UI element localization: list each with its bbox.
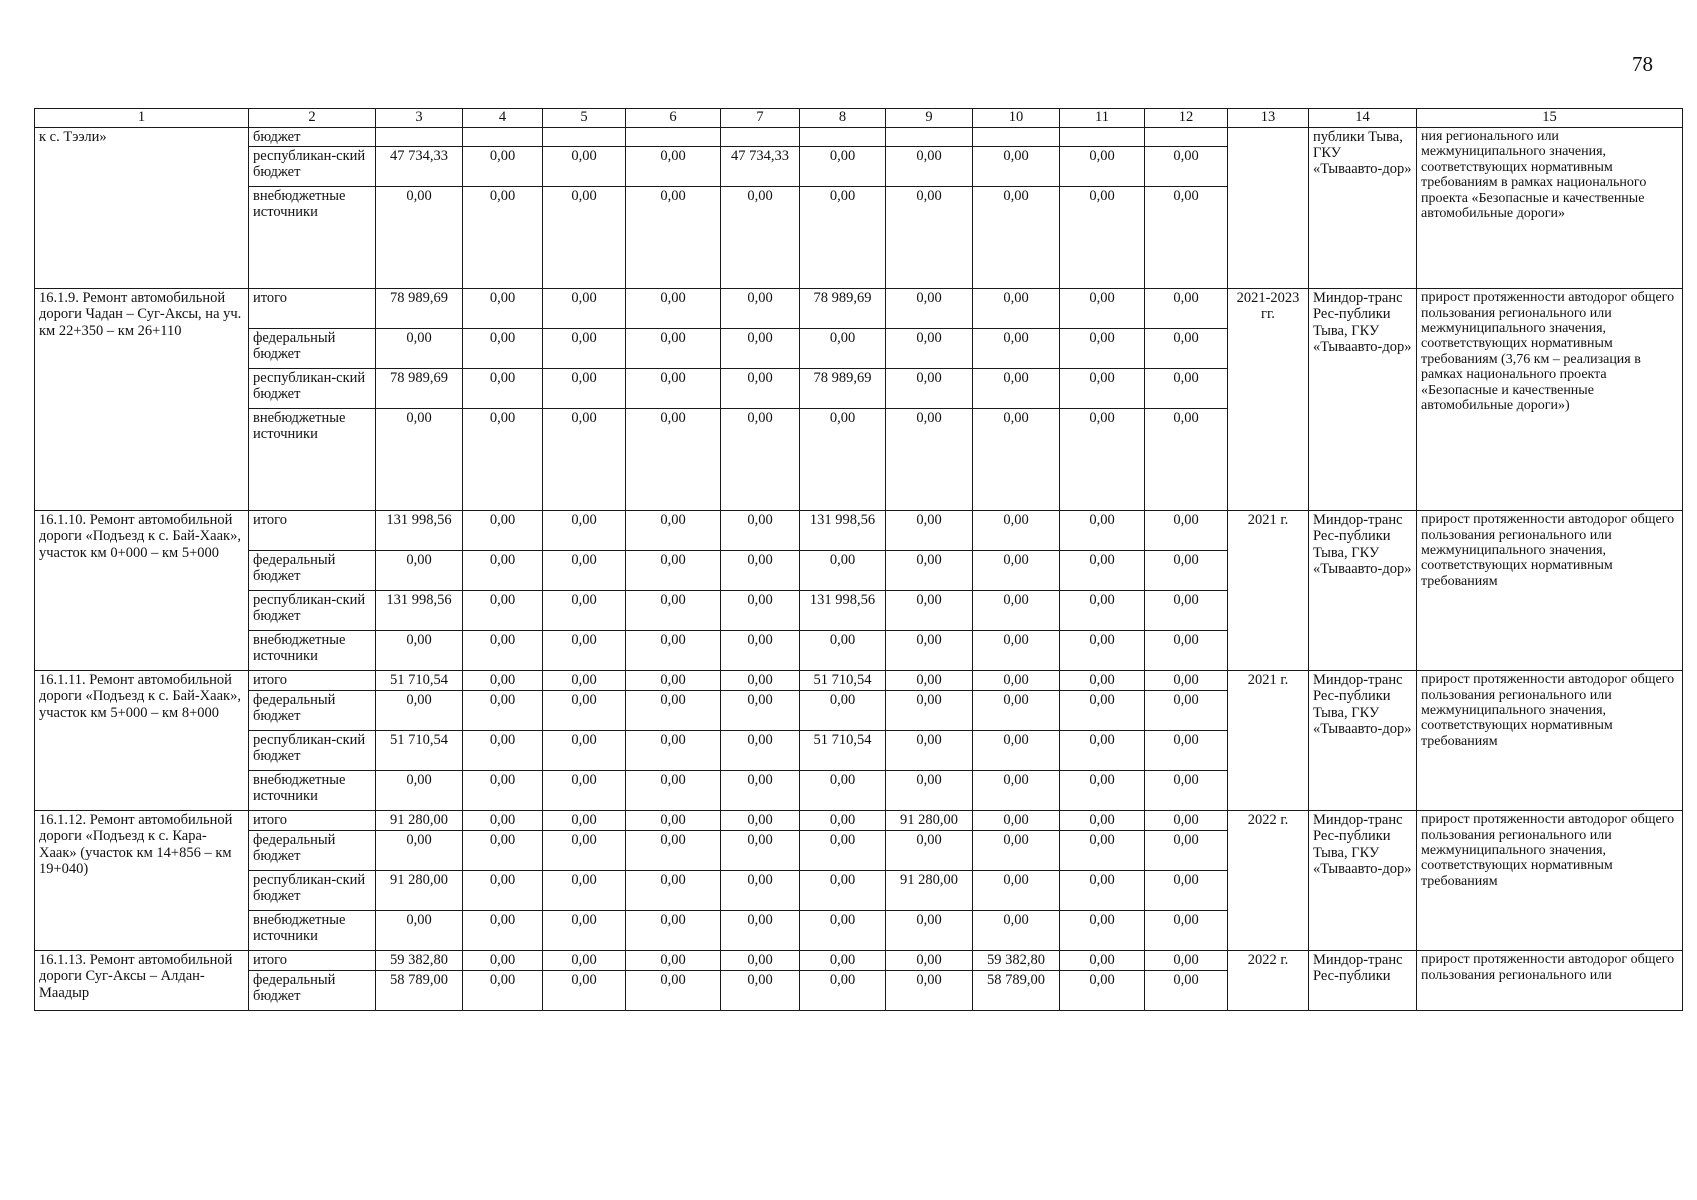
amount-cell: 0,00 xyxy=(1145,511,1228,551)
amount-cell: 0,00 xyxy=(543,369,626,409)
amount-cell: 0,00 xyxy=(543,871,626,911)
column-number: 7 xyxy=(721,109,800,128)
amount-cell: 0,00 xyxy=(376,551,463,591)
amount-cell: 0,00 xyxy=(463,329,543,369)
amount-cell: 0,00 xyxy=(1145,731,1228,771)
amount-cell: 91 280,00 xyxy=(886,811,973,831)
amount-cell: 0,00 xyxy=(721,409,800,511)
amount-cell: 0,00 xyxy=(463,187,543,289)
amount-cell: 0,00 xyxy=(800,147,886,187)
amount-cell: 0,00 xyxy=(800,951,886,971)
amount-cell: 0,00 xyxy=(721,329,800,369)
amount-cell: 0,00 xyxy=(721,871,800,911)
amount-cell: 0,00 xyxy=(800,691,886,731)
amount-cell: 0,00 xyxy=(1060,871,1145,911)
column-number: 12 xyxy=(1145,109,1228,128)
column-number: 2 xyxy=(249,109,376,128)
amount-cell: 131 998,56 xyxy=(800,511,886,551)
amount-cell: 0,00 xyxy=(1145,147,1228,187)
amount-cell: 0,00 xyxy=(626,811,721,831)
amount-cell: 0,00 xyxy=(1060,731,1145,771)
amount-cell xyxy=(1060,128,1145,147)
amount-cell: 0,00 xyxy=(721,911,800,951)
amount-cell: 0,00 xyxy=(543,731,626,771)
amount-cell: 78 989,69 xyxy=(376,289,463,329)
column-number: 11 xyxy=(1060,109,1145,128)
amount-cell: 0,00 xyxy=(626,551,721,591)
amount-cell: 0,00 xyxy=(543,551,626,591)
amount-cell: 51 710,54 xyxy=(800,731,886,771)
amount-cell: 0,00 xyxy=(1145,369,1228,409)
amount-cell: 0,00 xyxy=(973,771,1060,811)
amount-cell: 0,00 xyxy=(1060,591,1145,631)
amount-cell: 0,00 xyxy=(800,911,886,951)
amount-cell: 0,00 xyxy=(1060,147,1145,187)
amount-cell: 0,00 xyxy=(626,289,721,329)
amount-cell: 0,00 xyxy=(463,911,543,951)
amount-cell: 0,00 xyxy=(1060,911,1145,951)
funding-source: федеральный бюджет xyxy=(249,551,376,591)
funding-source: республикан-ский бюджет xyxy=(249,731,376,771)
funding-source: федеральный бюджет xyxy=(249,971,376,1011)
amount-cell: 0,00 xyxy=(886,147,973,187)
amount-cell: 0,00 xyxy=(543,771,626,811)
amount-cell: 0,00 xyxy=(721,951,800,971)
funding-source: итого xyxy=(249,671,376,691)
amount-cell: 58 789,00 xyxy=(973,971,1060,1011)
funding-source: внебюджетные источники xyxy=(249,911,376,951)
amount-cell xyxy=(973,128,1060,147)
amount-cell: 0,00 xyxy=(463,811,543,831)
amount-cell: 0,00 xyxy=(721,831,800,871)
amount-cell: 0,00 xyxy=(463,289,543,329)
column-number: 1 xyxy=(35,109,249,128)
amount-cell: 78 989,69 xyxy=(800,369,886,409)
amount-cell: 0,00 xyxy=(543,691,626,731)
amount-cell: 0,00 xyxy=(543,631,626,671)
amount-cell: 91 280,00 xyxy=(886,871,973,911)
executor: Миндор-транс Рес-публики Тыва, ГКУ «Тываавто-дор» xyxy=(1309,671,1417,811)
table-row xyxy=(35,671,1683,691)
amount-cell: 0,00 xyxy=(886,911,973,951)
funding-source: бюджет xyxy=(249,128,376,147)
implementation-period: 2021 г. xyxy=(1228,671,1309,811)
amount-cell: 47 734,33 xyxy=(721,147,800,187)
amount-cell: 0,00 xyxy=(626,369,721,409)
amount-cell: 0,00 xyxy=(1145,811,1228,831)
implementation-period xyxy=(1228,128,1309,289)
amount-cell: 0,00 xyxy=(626,771,721,811)
amount-cell: 0,00 xyxy=(1060,631,1145,671)
table-body xyxy=(35,109,1683,1011)
amount-cell: 0,00 xyxy=(721,187,800,289)
amount-cell: 0,00 xyxy=(721,771,800,811)
table-row xyxy=(35,128,1683,147)
amount-cell: 0,00 xyxy=(1060,951,1145,971)
funding-source: внебюджетные источники xyxy=(249,631,376,671)
amount-cell: 0,00 xyxy=(721,811,800,831)
amount-cell: 0,00 xyxy=(886,187,973,289)
amount-cell: 0,00 xyxy=(1145,329,1228,369)
amount-cell: 0,00 xyxy=(886,731,973,771)
amount-cell: 91 280,00 xyxy=(376,811,463,831)
amount-cell: 0,00 xyxy=(800,771,886,811)
amount-cell: 0,00 xyxy=(376,911,463,951)
funding-source: республикан-ский бюджет xyxy=(249,369,376,409)
amount-cell: 0,00 xyxy=(886,511,973,551)
executor: Миндор-транс Рес-публики Тыва, ГКУ «Тываавто-дор» xyxy=(1309,511,1417,671)
amount-cell: 0,00 xyxy=(800,971,886,1011)
measure-name: к с. Тээли» xyxy=(35,128,249,289)
amount-cell: 58 789,00 xyxy=(376,971,463,1011)
amount-cell: 0,00 xyxy=(886,329,973,369)
amount-cell: 0,00 xyxy=(886,289,973,329)
amount-cell: 0,00 xyxy=(543,187,626,289)
budget-table xyxy=(34,108,1683,1011)
column-number: 6 xyxy=(626,109,721,128)
amount-cell: 0,00 xyxy=(1145,671,1228,691)
amount-cell xyxy=(800,128,886,147)
amount-cell: 0,00 xyxy=(463,771,543,811)
amount-cell: 0,00 xyxy=(463,871,543,911)
amount-cell: 0,00 xyxy=(1060,187,1145,289)
funding-source: республикан-ский бюджет xyxy=(249,871,376,911)
amount-cell xyxy=(376,128,463,147)
amount-cell: 0,00 xyxy=(973,871,1060,911)
amount-cell: 0,00 xyxy=(1145,187,1228,289)
amount-cell: 0,00 xyxy=(886,691,973,731)
funding-source: итого xyxy=(249,811,376,831)
expected-result: прирост протяженности автодорог общего пользования регионального или межмуниципального значения, соответствующих нормативным требованиям (3,76 км – реализация в рамках национального проекта «Безопасные и качественные автомобильные дороги») xyxy=(1417,289,1683,511)
amount-cell: 0,00 xyxy=(626,731,721,771)
amount-cell: 0,00 xyxy=(463,147,543,187)
amount-cell: 131 998,56 xyxy=(376,591,463,631)
amount-cell: 0,00 xyxy=(626,591,721,631)
amount-cell xyxy=(626,128,721,147)
amount-cell: 0,00 xyxy=(800,831,886,871)
implementation-period: 2021-2023 гг. xyxy=(1228,289,1309,511)
amount-cell: 0,00 xyxy=(973,911,1060,951)
amount-cell: 0,00 xyxy=(886,409,973,511)
amount-cell: 0,00 xyxy=(463,691,543,731)
amount-cell: 0,00 xyxy=(543,409,626,511)
amount-cell: 0,00 xyxy=(800,187,886,289)
amount-cell xyxy=(543,128,626,147)
amount-cell: 0,00 xyxy=(1060,971,1145,1011)
amount-cell: 0,00 xyxy=(886,551,973,591)
amount-cell xyxy=(463,128,543,147)
funding-source: внебюджетные источники xyxy=(249,409,376,511)
column-number: 5 xyxy=(543,109,626,128)
amount-cell: 0,00 xyxy=(626,831,721,871)
amount-cell: 0,00 xyxy=(463,551,543,591)
measure-name: 16.1.9. Ремонт автомобильной дороги Чадан – Суг-Аксы, на уч. км 22+350 – км 26+110 xyxy=(35,289,249,511)
amount-cell: 0,00 xyxy=(376,771,463,811)
amount-cell: 0,00 xyxy=(800,329,886,369)
amount-cell: 59 382,80 xyxy=(973,951,1060,971)
expected-result: прирост протяженности автодорог общего пользования регионального или межмуниципального значения, соответствующих нормативным требованиям xyxy=(1417,511,1683,671)
executor: Миндор-транс Рес-публики Тыва, ГКУ «Тываавто-дор» xyxy=(1309,811,1417,951)
amount-cell: 0,00 xyxy=(973,511,1060,551)
amount-cell: 0,00 xyxy=(973,187,1060,289)
table-row xyxy=(35,951,1683,971)
amount-cell: 51 710,54 xyxy=(376,731,463,771)
amount-cell: 0,00 xyxy=(1145,691,1228,731)
column-number: 10 xyxy=(973,109,1060,128)
amount-cell: 0,00 xyxy=(973,329,1060,369)
funding-source: республикан-ский бюджет xyxy=(249,591,376,631)
measure-name: 16.1.12. Ремонт автомобильной дороги «Подъезд к с. Кара-Хаак» (участок км 14+856 – км 19+040) xyxy=(35,811,249,951)
amount-cell: 0,00 xyxy=(463,511,543,551)
column-number: 13 xyxy=(1228,109,1309,128)
amount-cell: 0,00 xyxy=(973,691,1060,731)
amount-cell: 0,00 xyxy=(721,369,800,409)
amount-cell xyxy=(1145,128,1228,147)
amount-cell: 0,00 xyxy=(543,671,626,691)
amount-cell: 0,00 xyxy=(800,551,886,591)
amount-cell: 91 280,00 xyxy=(376,871,463,911)
amount-cell: 0,00 xyxy=(886,591,973,631)
column-number: 4 xyxy=(463,109,543,128)
amount-cell: 0,00 xyxy=(1145,289,1228,329)
amount-cell: 0,00 xyxy=(543,511,626,551)
amount-cell: 0,00 xyxy=(543,911,626,951)
amount-cell: 0,00 xyxy=(800,409,886,511)
amount-cell: 0,00 xyxy=(886,951,973,971)
amount-cell: 0,00 xyxy=(721,551,800,591)
amount-cell: 0,00 xyxy=(1060,289,1145,329)
amount-cell: 0,00 xyxy=(543,971,626,1011)
amount-cell: 0,00 xyxy=(463,631,543,671)
implementation-period: 2022 г. xyxy=(1228,811,1309,951)
amount-cell: 131 998,56 xyxy=(376,511,463,551)
amount-cell: 0,00 xyxy=(1060,369,1145,409)
amount-cell: 0,00 xyxy=(973,369,1060,409)
amount-cell xyxy=(886,128,973,147)
amount-cell: 0,00 xyxy=(543,811,626,831)
measure-name: 16.1.11. Ремонт автомобильной дороги «Подъезд к с. Бай-Хаак», участок км 5+000 – км 8+000 xyxy=(35,671,249,811)
amount-cell: 0,00 xyxy=(886,771,973,811)
amount-cell: 0,00 xyxy=(973,147,1060,187)
amount-cell: 0,00 xyxy=(626,187,721,289)
expected-result: прирост протяженности автодорог общего пользования регионального или межмуниципального значения, соответствующих нормативным требованиям xyxy=(1417,671,1683,811)
column-number: 14 xyxy=(1309,109,1417,128)
amount-cell: 0,00 xyxy=(463,591,543,631)
amount-cell: 0,00 xyxy=(1145,911,1228,951)
funding-source: внебюджетные источники xyxy=(249,187,376,289)
amount-cell: 0,00 xyxy=(721,631,800,671)
amount-cell: 0,00 xyxy=(463,409,543,511)
amount-cell: 0,00 xyxy=(721,289,800,329)
amount-cell: 51 710,54 xyxy=(800,671,886,691)
amount-cell: 0,00 xyxy=(543,329,626,369)
amount-cell: 0,00 xyxy=(800,631,886,671)
amount-cell: 0,00 xyxy=(973,731,1060,771)
amount-cell: 0,00 xyxy=(800,871,886,911)
measure-name: 16.1.13. Ремонт автомобильной дороги Суг-Аксы – Алдан-Маадыр xyxy=(35,951,249,1011)
funding-source: федеральный бюджет xyxy=(249,831,376,871)
amount-cell: 0,00 xyxy=(973,671,1060,691)
amount-cell: 0,00 xyxy=(1145,551,1228,591)
amount-cell: 59 382,80 xyxy=(376,951,463,971)
amount-cell: 0,00 xyxy=(1060,831,1145,871)
amount-cell: 0,00 xyxy=(626,511,721,551)
amount-cell: 0,00 xyxy=(886,369,973,409)
amount-cell: 0,00 xyxy=(1145,951,1228,971)
table-row xyxy=(35,811,1683,831)
funding-source: внебюджетные источники xyxy=(249,771,376,811)
amount-cell: 0,00 xyxy=(376,187,463,289)
amount-cell: 0,00 xyxy=(543,951,626,971)
funding-source: федеральный бюджет xyxy=(249,329,376,369)
amount-cell: 0,00 xyxy=(1060,409,1145,511)
amount-cell: 0,00 xyxy=(973,289,1060,329)
amount-cell: 0,00 xyxy=(973,591,1060,631)
amount-cell: 0,00 xyxy=(1060,691,1145,731)
expected-result: ния регионального или межмуниципального значения, соответствующих нормативным требованиям в рамках национального проекта «Безопасные и качественные автомобильные дороги» xyxy=(1417,128,1683,289)
funding-source: федеральный бюджет xyxy=(249,691,376,731)
amount-cell: 0,00 xyxy=(376,691,463,731)
amount-cell: 0,00 xyxy=(886,631,973,671)
amount-cell: 0,00 xyxy=(376,409,463,511)
amount-cell: 0,00 xyxy=(1060,811,1145,831)
amount-cell xyxy=(721,128,800,147)
executor: Миндор-транс Рес-публики xyxy=(1309,951,1417,1011)
amount-cell: 0,00 xyxy=(886,831,973,871)
amount-cell: 0,00 xyxy=(800,811,886,831)
amount-cell: 0,00 xyxy=(376,631,463,671)
amount-cell: 0,00 xyxy=(721,731,800,771)
funding-source: итого xyxy=(249,289,376,329)
amount-cell: 0,00 xyxy=(1145,631,1228,671)
measure-name: 16.1.10. Ремонт автомобильной дороги «Подъезд к с. Бай-Хаак», участок км 0+000 – км 5+000 xyxy=(35,511,249,671)
amount-cell: 0,00 xyxy=(1145,771,1228,811)
amount-cell: 0,00 xyxy=(973,551,1060,591)
amount-cell: 0,00 xyxy=(626,409,721,511)
amount-cell: 0,00 xyxy=(973,811,1060,831)
amount-cell: 0,00 xyxy=(463,971,543,1011)
amount-cell: 0,00 xyxy=(1060,511,1145,551)
amount-cell: 0,00 xyxy=(1145,971,1228,1011)
amount-cell: 0,00 xyxy=(463,951,543,971)
column-number: 15 xyxy=(1417,109,1683,128)
column-number: 9 xyxy=(886,109,973,128)
amount-cell: 0,00 xyxy=(973,409,1060,511)
amount-cell: 0,00 xyxy=(626,691,721,731)
amount-cell: 0,00 xyxy=(543,831,626,871)
amount-cell: 0,00 xyxy=(543,591,626,631)
amount-cell: 0,00 xyxy=(721,671,800,691)
amount-cell: 0,00 xyxy=(721,971,800,1011)
amount-cell: 0,00 xyxy=(463,831,543,871)
amount-cell: 0,00 xyxy=(1145,871,1228,911)
funding-source: итого xyxy=(249,511,376,551)
amount-cell: 0,00 xyxy=(886,971,973,1011)
amount-cell: 0,00 xyxy=(543,289,626,329)
amount-cell: 0,00 xyxy=(1145,591,1228,631)
amount-cell: 0,00 xyxy=(463,369,543,409)
table-row xyxy=(35,289,1683,329)
amount-cell: 0,00 xyxy=(626,911,721,951)
amount-cell: 0,00 xyxy=(626,871,721,911)
amount-cell: 0,00 xyxy=(1145,409,1228,511)
amount-cell: 0,00 xyxy=(543,147,626,187)
amount-cell: 0,00 xyxy=(626,631,721,671)
page-number: 78 xyxy=(1632,52,1653,76)
amount-cell: 0,00 xyxy=(721,591,800,631)
amount-cell: 0,00 xyxy=(1060,771,1145,811)
expected-result: прирост протяженности автодорог общего пользования регионального или межмуниципального значения, соответствующих нормативным требованиям xyxy=(1417,811,1683,951)
amount-cell: 0,00 xyxy=(376,831,463,871)
amount-cell: 0,00 xyxy=(463,671,543,691)
executor: Миндор-транс Рес-публики Тыва, ГКУ «Тываавто-дор» xyxy=(1309,289,1417,511)
amount-cell: 78 989,69 xyxy=(800,289,886,329)
column-number-row xyxy=(35,109,1683,128)
amount-cell: 0,00 xyxy=(626,971,721,1011)
implementation-period: 2022 г. xyxy=(1228,951,1309,1011)
table-row xyxy=(35,511,1683,551)
amount-cell: 0,00 xyxy=(721,691,800,731)
amount-cell: 0,00 xyxy=(463,731,543,771)
implementation-period: 2021 г. xyxy=(1228,511,1309,671)
amount-cell: 47 734,33 xyxy=(376,147,463,187)
column-number: 8 xyxy=(800,109,886,128)
amount-cell: 0,00 xyxy=(1060,551,1145,591)
amount-cell: 0,00 xyxy=(626,671,721,691)
column-number: 3 xyxy=(376,109,463,128)
amount-cell: 78 989,69 xyxy=(376,369,463,409)
amount-cell: 0,00 xyxy=(721,511,800,551)
amount-cell: 0,00 xyxy=(973,831,1060,871)
amount-cell: 0,00 xyxy=(886,671,973,691)
amount-cell: 0,00 xyxy=(626,329,721,369)
amount-cell: 51 710,54 xyxy=(376,671,463,691)
funding-source: республикан-ский бюджет xyxy=(249,147,376,187)
amount-cell: 131 998,56 xyxy=(800,591,886,631)
expected-result: прирост протяженности автодорог общего пользования регионального или xyxy=(1417,951,1683,1011)
amount-cell: 0,00 xyxy=(1060,329,1145,369)
amount-cell: 0,00 xyxy=(626,951,721,971)
amount-cell: 0,00 xyxy=(376,329,463,369)
funding-source: итого xyxy=(249,951,376,971)
executor: публики Тыва, ГКУ «Тываавто-дор» xyxy=(1309,128,1417,289)
amount-cell: 0,00 xyxy=(973,631,1060,671)
amount-cell: 0,00 xyxy=(1060,671,1145,691)
amount-cell: 0,00 xyxy=(1145,831,1228,871)
amount-cell: 0,00 xyxy=(626,147,721,187)
